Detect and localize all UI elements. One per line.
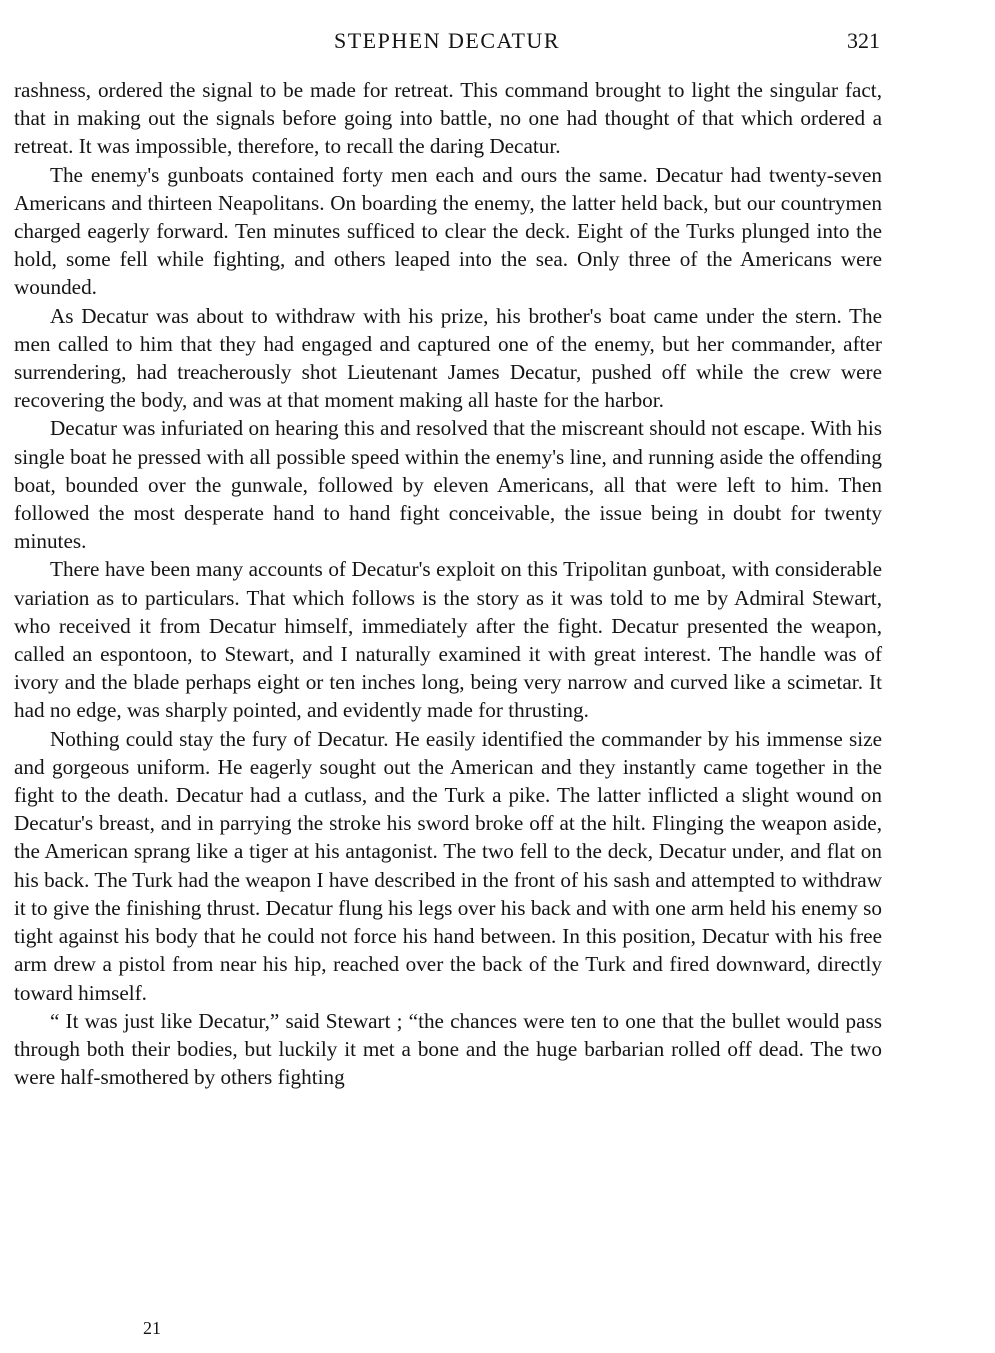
page-number: 321 (847, 28, 880, 53)
signature-mark: 21 (143, 1318, 161, 1338)
paragraph-3: As Decatur was about to withdraw with his prize, his brother's boat came under the stern. The men called to him that they had engaged and captured one of the enemy, but her commander, after surrendering, had treacherously shot Lieutenant James Decatur, pushed off while the crew were recovering the body, and was at that moment making all haste for the harbor. (14, 303, 882, 413)
body-text (14, 76, 882, 1091)
paragraph-4: Decatur was infuriated on hearing this and resolved that the miscreant should not escape. With his single boat he pressed with all possible speed within the enemy's line, and running aside the offending boat, bounded over the gunwale, followed by eleven Americans, all that were left to him. Then followed the most desperate hand to hand fight conceivable, the issue being in doubt for twenty minutes. (14, 416, 882, 554)
paragraph-1: rashness, ordered the signal to be made for retreat. This command brought to light the singular fact, that in making out the signals before going into battle, no one had thought of that which ordered a retreat. It was impossible, therefore, to recall the daring Decatur. (14, 78, 882, 159)
paragraph-5: There have been many accounts of Decatur's exploit on this Tripolitan gunboat, with considerable variation as to particulars. That which follows is the story as it was told to me by Admiral Stewart, who received it from Decatur himself, immediately after the fight. Decatur presented the weapon, called an espontoon, to Stewart, and I naturally examined it with great interest. The handle was of ivory and the blade perhaps eight or ten inches long, being very narrow and curved like a scimetar. It had no edge, was sharply pointed, and evidently made for thrusting. (14, 557, 882, 723)
running-title: STEPHEN DECATUR (333, 28, 560, 53)
paragraph-7: “ It was just like Decatur,” said Stewart ; “the chances were ten to one that the bullet would pass through both their bodies, but luckily it met a bone and the huge barbarian rolled off dead. The two were half-smothered by others fighting (14, 1008, 882, 1090)
paragraph-6: Nothing could stay the fury of Decatur. He easily identified the commander by his immense size and gorgeous uniform. He eagerly sought out the American and they instantly came together in the fight to the death. Decatur had a cutlass, and the Turk a pike. The latter inflicted a slight wound on Decatur's breast, and in parrying the stroke his sword broke off at the hilt. Flinging the weapon aside, the American sprang like a tiger at his antagonist. The two fell to the deck, Decatur under, and flat on his back. The Turk had the weapon I have described in the front of his sash and attempted to withdraw it to give the finishing thrust. Decatur flung his legs over his back and with one arm held his enemy so tight against his body that he could not force his hand between. In this position, Decatur with his free arm drew a pistol from near his hip, reached over the back of the Turk and fired downward, directly toward himself. (14, 726, 882, 1005)
running-head (14, 28, 880, 58)
paragraph-2: The enemy's gunboats contained forty men each and ours the same. Decatur had twenty-seven Americans and thirteen Neapolitans. On boarding the enemy, the latter held back, but our countrymen charged eagerly forward. Ten minutes sufficed to clear the deck. Eight of the Turks plunged into the hold, some fell while fighting, and others leaped into the sea. Only three of the Americans were wounded. (14, 162, 882, 300)
